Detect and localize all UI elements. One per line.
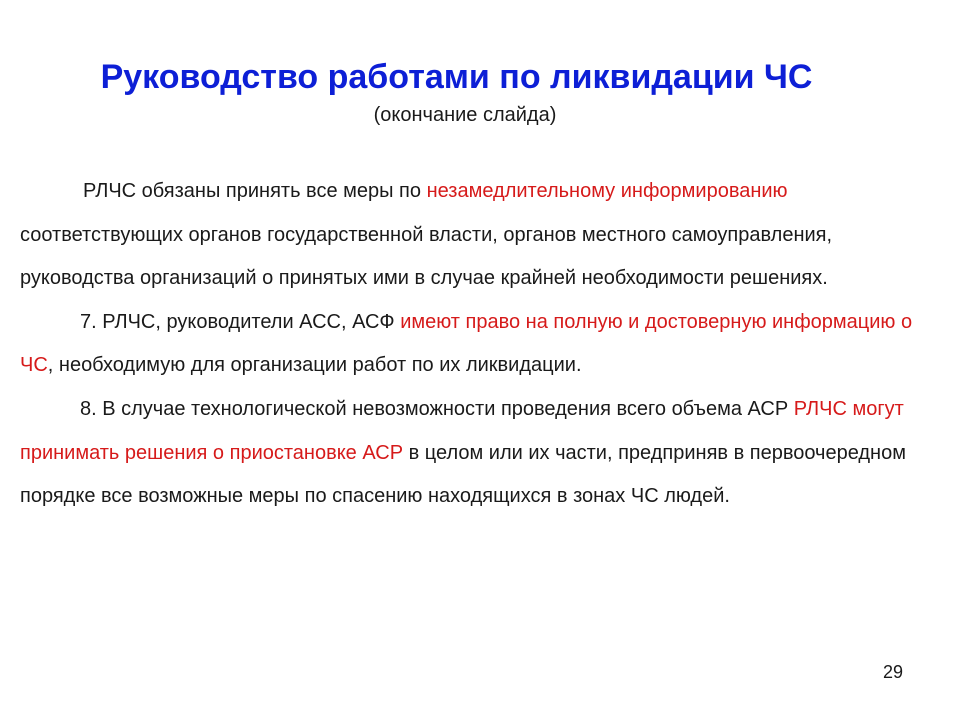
highlighted-text: имеют право на полную и достоверную информацию о ЧС (20, 310, 913, 377)
paragraph-text: РЛЧС обязаны принять все меры по (83, 180, 427, 202)
paragraph-text: в целом или их части, предприняв в первоочередном порядке все возможные меры по спасению находящихся в зонах ЧС людей. (20, 441, 906, 508)
highlighted-text: РЛЧС могут принимать решения о приостановке АСР (20, 397, 904, 464)
slide-subtitle: (окончание слайда) (373, 104, 557, 126)
slide-body (20, 170, 920, 519)
paragraph-text: 7. РЛЧС, руководители АСС, АСФ (80, 310, 401, 333)
paragraph-text: 8. В случае технологической невозможности проведения всего объема АСР (80, 397, 794, 420)
paragraph-rlchs-duties (20, 170, 920, 301)
paragraph-text: соответствующих органов государственной власти, органов местного самоуправления, руководства организаций о принятых ими в случае крайней необходимости решениях. (20, 223, 833, 290)
paragraph-item-7 (20, 301, 920, 388)
paragraph-text: , необходимую для организации работ по их ликвидации. (47, 354, 582, 377)
paragraph-item-8 (20, 388, 920, 519)
highlighted-text: незамедлительному информированию (426, 180, 788, 202)
page-number: 29 (883, 662, 904, 682)
slide-title: Руководство работами по ликвидации ЧС (100, 58, 813, 96)
